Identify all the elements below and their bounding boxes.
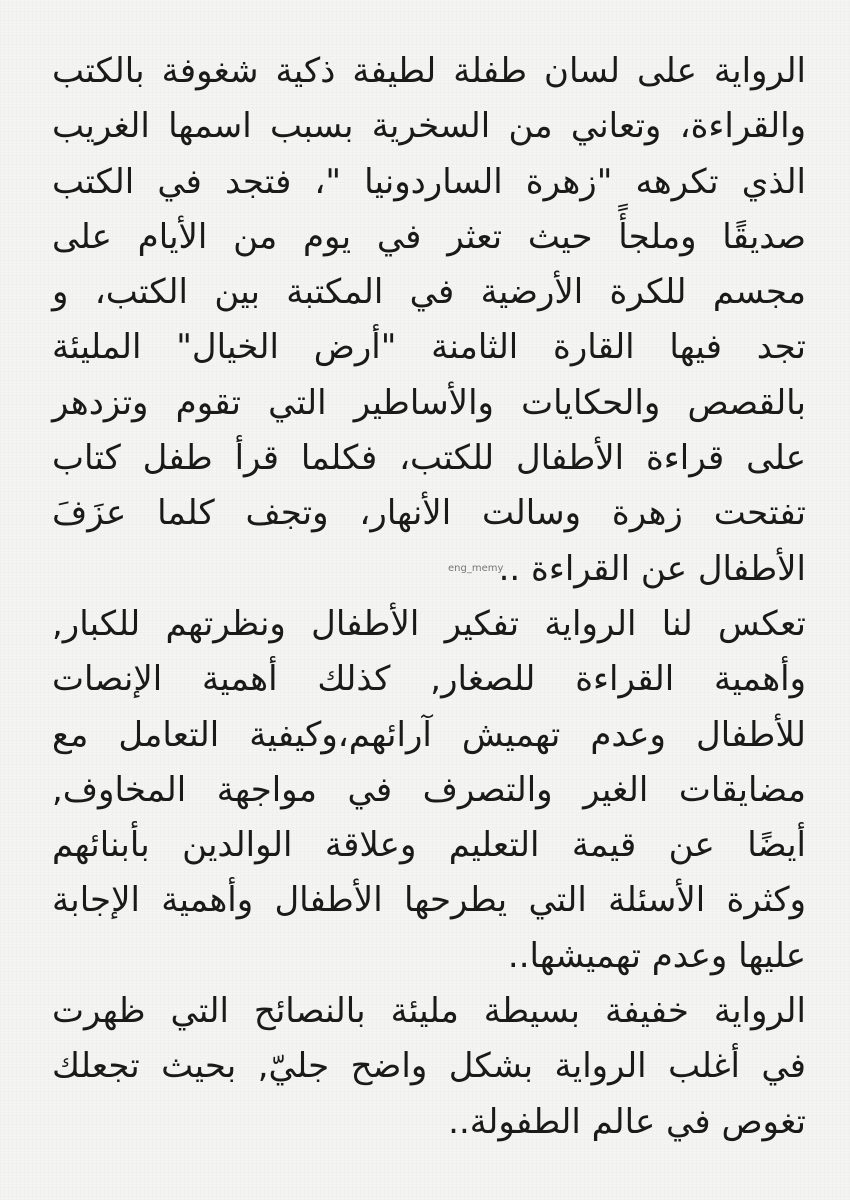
text-line: تعكس لنا الرواية تفكير الأطفال ونظرتهم للكبار, [52,603,806,644]
review-text [52,44,806,1150]
text-line: وكثرة الأسئلة التي يطرحها الأطفال وأهمية الإجابة [52,880,806,921]
paragraph-3 [52,984,806,1150]
watermark: eng_memy [448,563,504,574]
text-line: الرواية خفيفة بسيطة مليئة بالنصائح التي ظهرت [52,991,806,1032]
text-line: عليها وعدم تهميشها.. [507,935,806,976]
paragraph-2 [52,597,806,984]
text-line: مضايقات الغير والتصرف في مواجهة المخاوف, [52,769,806,810]
text-line: تفتحت زهرة وسالت الأنهار، وتجف كلما عزَفَ [52,493,806,534]
text-line: الرواية على لسان طفلة لطيفة ذكية شغوفة بالكتب [52,51,806,91]
text-line: أيضًا عن قيمة التعليم وعلاقة الوالدين بأبنائهم [52,825,806,866]
text-line: الأطفال عن القراءة .. [498,548,806,589]
paragraph-1 [52,44,806,597]
text-line: على قراءة الأطفال للكتب، فكلما قرأ طفل كتاب [52,438,806,479]
text-line: للأطفال وعدم تهميش آرائهم،وكيفية التعامل مع [52,714,806,755]
text-line: في أغلب الرواية بشكل واضح جليّ, بحيث تجعلك [52,1046,806,1087]
text-line: مجسم للكرة الأرضية في المكتبة بين الكتب، و [52,272,806,313]
text-line: وأهمية القراءة للصغار, كذلك أهمية الإنصات [52,659,806,700]
text-line: تغوص في عالم الطفولة.. [448,1101,806,1142]
text-line: بالقصص والحكايات والأساطير التي تقوم وتزدهر [52,382,806,423]
text-line: الذي تكرهه "زهرة الساردونيا "، فتجد في الكتب [52,161,806,202]
text-line: تجد فيها القارة الثامنة "أرض الخيال" المليئة [52,327,806,368]
text-line: والقراءة، وتعاني من السخرية بسبب اسمها الغريب [52,106,806,147]
text-line: صديقًا وملجأً حيث تعثر في يوم من الأيام على [52,216,806,257]
